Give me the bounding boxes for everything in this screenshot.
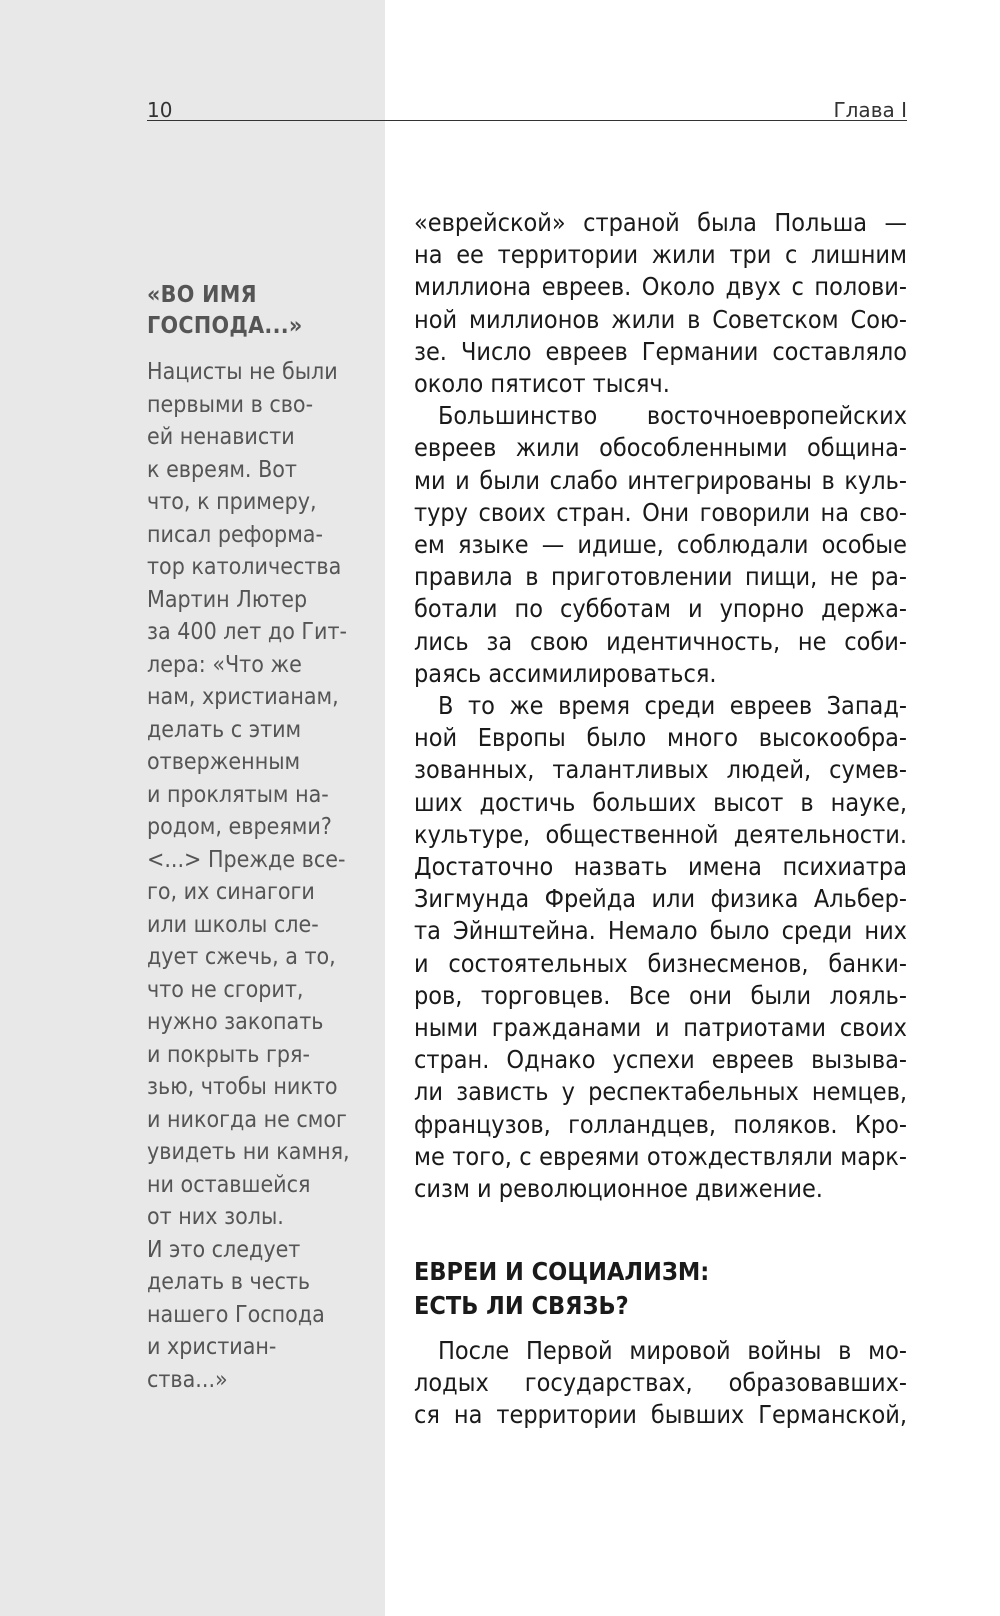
sidebar-quote-line: Нацисты не были xyxy=(147,359,338,385)
paragraph-line: раясь ассимилироваться. xyxy=(414,658,717,688)
section-heading-line: ЕСТЬ ЛИ СВЯЗЬ? xyxy=(414,1291,629,1320)
sidebar-quote-line: нам, христианам, xyxy=(147,684,339,710)
sidebar-quote-line: ни оставшейся xyxy=(147,1171,311,1198)
paragraph-line: миллиона евреев. Около двух с полови- xyxy=(414,272,907,302)
paragraph-line: и состоятельных бизнесменов, банки- xyxy=(414,948,907,978)
main-text-block-2 xyxy=(414,1335,907,1432)
running-head: Глава I xyxy=(833,98,907,122)
paragraph-line: французов, голландцев, поляков. Кро- xyxy=(414,1109,907,1139)
sidebar-quote-line: и никогда не смог xyxy=(147,1106,347,1133)
paragraph-line: ем языке — идише, соблюдали особые xyxy=(414,530,907,560)
paragraph-line: После Первой мировой войны в мо- xyxy=(438,1336,907,1365)
sidebar-quote-line: и проклятым на- xyxy=(147,781,329,808)
paragraph-line: ся на территории бывших Германской, xyxy=(414,1400,907,1430)
sidebar-quote-line: родом, евреями? xyxy=(147,814,332,840)
section-heading xyxy=(414,1255,907,1323)
paragraph-line: ной Европы было много высокообра- xyxy=(414,723,907,753)
paragraph-line: В то же время среди евреев Запад- xyxy=(438,691,907,721)
sidebar-quote-line: от них золы. xyxy=(147,1204,284,1230)
sidebar-quote-line: лера: «Что же xyxy=(147,651,302,678)
sidebar-quote-line: зью, чтобы никто xyxy=(147,1074,338,1100)
sidebar-quote-line: первыми в сво- xyxy=(147,391,314,418)
paragraph-line: сизм и революционное движение. xyxy=(414,1174,823,1204)
paragraph-line: правила в приготовлении пищи, не ра- xyxy=(414,562,907,592)
paragraph-line: ботали по субботам и упорно держа- xyxy=(414,594,907,624)
paragraph-line: Большинство восточноевропейских xyxy=(438,401,907,431)
paragraph-line: на ее территории жили три с лишним xyxy=(414,240,907,270)
sidebar-quote-line: и покрыть гря- xyxy=(147,1041,310,1068)
paragraph-line: культуре, общественной деятельности. xyxy=(414,819,907,849)
header-rule xyxy=(147,120,907,121)
sidebar-quote-line: делать в честь xyxy=(147,1269,311,1295)
sidebar-quote-line: дует сжечь, а то, xyxy=(147,944,336,970)
sidebar-quote-line: нужно закопать xyxy=(147,1009,324,1035)
paragraph-line: евреев жили обособленными община- xyxy=(414,433,907,463)
sidebar-quote-line: за 400 лет до Гит- xyxy=(147,619,348,645)
paragraph-line: та Эйнштейна. Немало было среди них xyxy=(414,916,907,946)
section-heading-line: ЕВРЕИ И СОЦИАЛИЗМ: xyxy=(414,1257,710,1286)
sidebar-quote-line: отверженным xyxy=(147,749,301,775)
sidebar-quote-line: го, их синагоги xyxy=(147,879,315,905)
sidebar-title xyxy=(147,280,362,342)
sidebar-title-line: ГОСПОДА...» xyxy=(147,313,303,339)
sidebar-quote-line: или школы сле- xyxy=(147,911,319,938)
paragraph-line: лодых государствах, образовавших- xyxy=(414,1368,907,1398)
sidebar-quote-line: ей ненависти xyxy=(147,424,295,450)
sidebar-quote-line: и христиан- xyxy=(147,1334,277,1360)
paragraph-line: «еврейской» страной была Польша — xyxy=(414,208,907,237)
paragraph-line: лись за свою идентичность, не соби- xyxy=(414,626,907,656)
paragraph-line: около пятисот тысяч. xyxy=(414,369,670,399)
paragraph-line: туру своих стран. Они говорили на сво- xyxy=(414,497,907,527)
sidebar-title-line: «ВО ИМЯ xyxy=(147,282,257,308)
paragraph-line: зованных, талантливых людей, сумев- xyxy=(414,755,907,785)
sidebar-quote-line: писал реформа- xyxy=(147,521,323,548)
sidebar-quote-line: тор католичества xyxy=(147,554,342,580)
sidebar-quote-line: <...> Прежде все- xyxy=(147,846,346,873)
paragraph-line: зе. Число евреев Германии составляло xyxy=(414,336,907,366)
main-text-block-1 xyxy=(414,207,907,1205)
sidebar-quote-line: И это следует xyxy=(147,1236,301,1263)
paragraph-line: Зигмунда Фрейда или физика Альбер- xyxy=(414,884,907,914)
sidebar-quote-line: делать с этим xyxy=(147,716,302,743)
sidebar-quote-line: что не сгорит, xyxy=(147,976,304,1003)
paragraph-line: ли зависть у респектабельных немцев, xyxy=(414,1077,907,1107)
sidebar-quote xyxy=(147,356,377,1396)
paragraph-line: Достаточно назвать имена психиатра xyxy=(414,852,907,882)
sidebar-quote-line: Мартин Лютер xyxy=(147,586,308,613)
paragraph-line: стран. Однако успехи евреев вызыва- xyxy=(414,1045,907,1075)
sidebar-quote-line: увидеть ни камня, xyxy=(147,1139,350,1165)
paragraph-line: ров, торговцев. Все они были лояль- xyxy=(414,980,907,1010)
paragraph-line: ших достичь больших высот в науке, xyxy=(414,787,907,817)
paragraph-line: ной миллионов жили в Советском Сою- xyxy=(414,304,907,334)
paragraph-line: ми и были слабо интегрированы в куль- xyxy=(414,465,907,495)
paragraph-line: ными гражданами и патриотами своих xyxy=(414,1013,907,1043)
sidebar-quote-line: нашего Господа xyxy=(147,1301,325,1328)
sidebar-quote-line: ства...» xyxy=(147,1366,228,1393)
paragraph-line: ме того, с евреями отождествляли марк- xyxy=(414,1141,907,1171)
page-number: 10 xyxy=(147,98,173,122)
sidebar-quote-line: что, к примеру, xyxy=(147,489,317,515)
sidebar-quote-line: к евреям. Вот xyxy=(147,456,297,483)
